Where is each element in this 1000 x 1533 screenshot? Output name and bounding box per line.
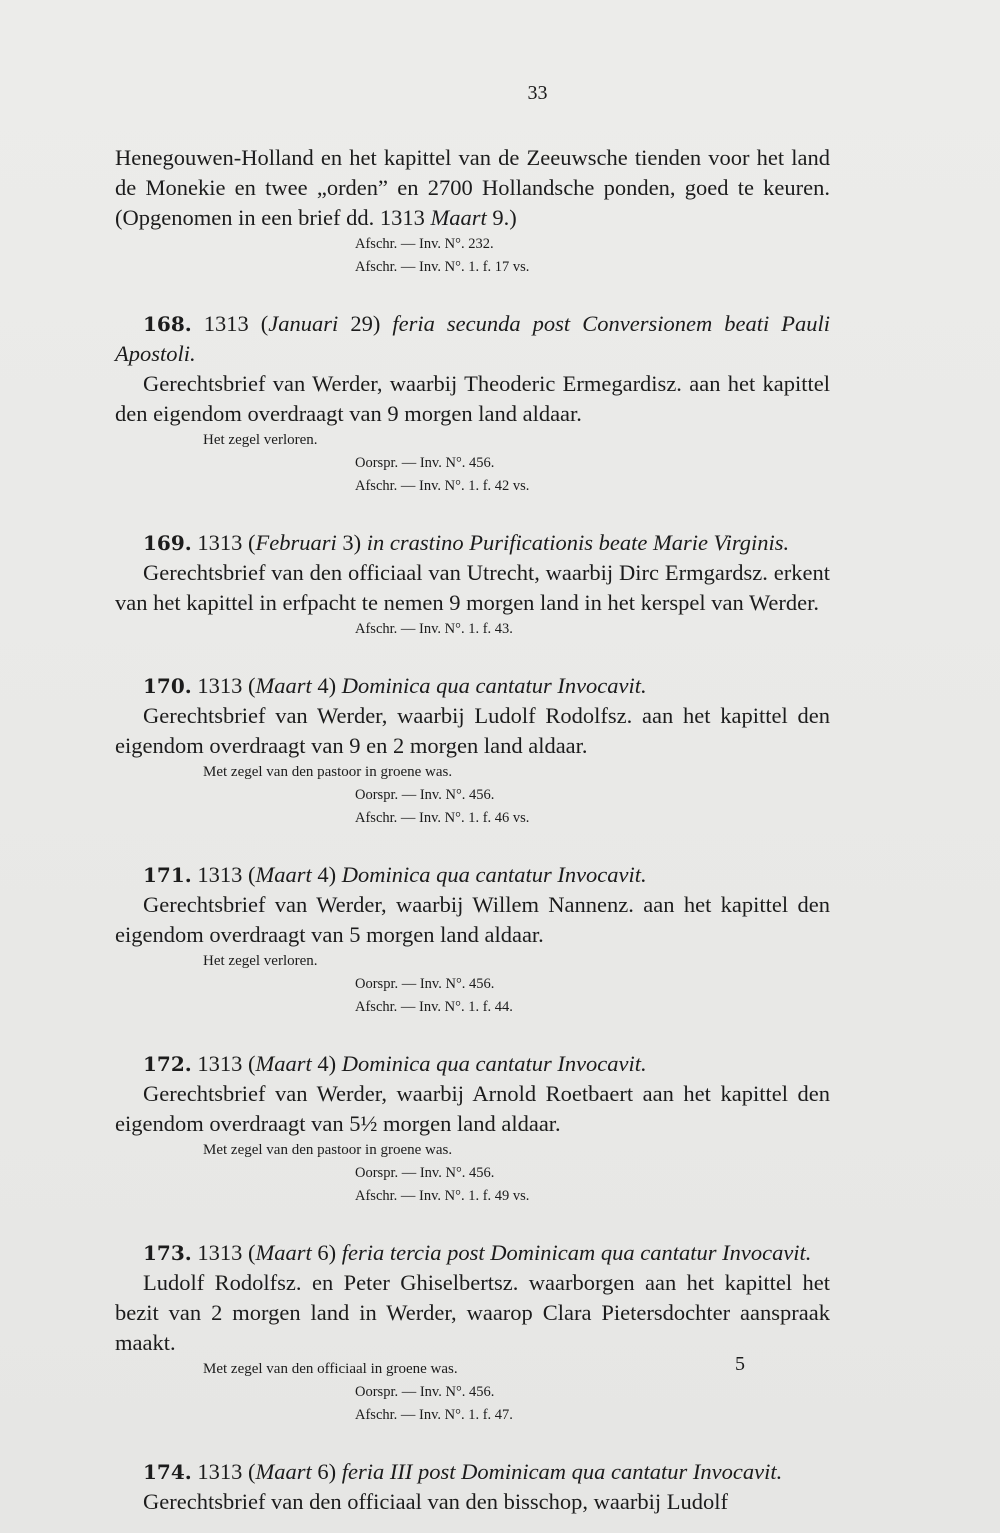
entry-172 [115, 1049, 830, 1208]
entry-body: Gerechtsbrief van Werder, waarbij Ludolf Rodolfsz. aan het kapittel den eigendom overdraagt van 9 en 2 morgen land aldaar. [115, 703, 830, 758]
entry-body: Gerechtsbrief van Werder, waarbij Willem Nannenz. aan het kapittel den eigendom overdraagt van 5 morgen land aldaar. [115, 892, 830, 947]
source-line: Afschr. — Inv. N°. 1. f. 17 vs. [355, 259, 530, 275]
latin-date: feria tercia post Dominicam qua cantatur Invocavit. [341, 1240, 812, 1265]
entry-body: Gerechtsbrief van den officiaal van Utrecht, waarbij Dirc Ermgardsz. erkent van het kapittel in erfpacht te nemen 9 morgen land in het kerspel van Werder. [115, 560, 830, 615]
source-line: Afschr. — Inv. N°. 1. f. 43. [355, 621, 513, 637]
entry-heading: 170. 1313 (Maart 4) Dominica qua cantatur Invocavit. [115, 671, 830, 701]
entry-heading: 173. 1313 (Maart 6) feria tercia post Dominicam qua cantatur Invocavit. [115, 1238, 830, 1268]
entry-number: 169. [143, 531, 192, 555]
entry-body: Gerechtsbrief van den officiaal van den bisschop, waarbij Ludolf [143, 1489, 728, 1514]
seal-note: Met zegel van den officiaal in groene was. [203, 1361, 458, 1377]
entry-heading: 169. 1313 (Februari 3) in crastino Purificationis beate Marie Virginis. [115, 528, 830, 558]
source-line: Afschr. — Inv. N°. 1. f. 49 vs. [355, 1188, 530, 1204]
seal-note: Met zegel van den pastoor in groene was. [203, 1142, 453, 1158]
entry-heading: 174. 1313 (Maart 6) feria III post Dominicam qua cantatur Invocavit. [115, 1457, 830, 1487]
source-line: Oorspr. — Inv. N°. 456. [355, 1165, 495, 1181]
entry-heading: 171. 1313 (Maart 4) Dominica qua cantatur Invocavit. [115, 860, 830, 890]
entry-number: 170. [143, 674, 192, 698]
entry-171 [115, 860, 830, 1019]
latin-date: feria secunda post Conversionem beati Pauli Apostoli. [115, 311, 831, 366]
entry-number: 174. [143, 1460, 192, 1484]
source-line: Oorspr. — Inv. N°. 456. [355, 976, 495, 992]
source-line: Oorspr. — Inv. N°. 456. [355, 787, 495, 803]
entry-170 [115, 671, 830, 830]
entry-number: 172. [143, 1052, 192, 1076]
latin-date: Dominica qua cantatur Invocavit. [341, 1051, 647, 1076]
latin-date: Dominica qua cantatur Invocavit. [341, 862, 647, 887]
source-line: Afschr. — Inv. N°. 1. f. 46 vs. [355, 810, 530, 826]
entry-168 [115, 309, 830, 498]
latin-date: feria III post Dominicam qua cantatur Invocavit. [341, 1459, 783, 1484]
intro-text: Henegouwen-Holland en het kapittel van de Zeeuwsche tienden voor het land de Monekie en twee „orden” en 2700 Hollandsche ponden, goed te keuren. (Opgenomen in een brief dd. 1313 Maart 9.) [115, 145, 830, 230]
seal-note: Het zegel verloren. [203, 432, 318, 448]
entry-body: Gerechtsbrief van Werder, waarbij Arnold Roetbaert aan het kapittel den eigendom overdraagt van 5½ morgen land aldaar. [115, 1081, 830, 1136]
entry-body: Ludolf Rodolfsz. en Peter Ghiselbertsz. waarborgen aan het kapittel het bezit van 2 morgen land in Werder, waarop Clara Pietersdochter aanspraak maakt. [115, 1270, 830, 1355]
seal-note: Het zegel verloren. [203, 953, 318, 969]
entry-number: 173. [143, 1241, 192, 1265]
source-line: Afschr. — Inv. N°. 1. f. 44. [355, 999, 513, 1015]
entry-174 [115, 1457, 830, 1517]
entry-heading: 172. 1313 (Maart 4) Dominica qua cantatur Invocavit. [115, 1049, 830, 1079]
entry-number: 168. [143, 312, 192, 336]
source-line: Oorspr. — Inv. N°. 456. [355, 455, 495, 471]
latin-date: Dominica qua cantatur Invocavit. [341, 673, 647, 698]
entry-173 [115, 1238, 830, 1427]
entry-169 [115, 528, 830, 641]
sheet-signature: 5 [735, 1353, 745, 1375]
source-line: Afschr. — Inv. N°. 1. f. 42 vs. [355, 478, 530, 494]
entries-list [115, 309, 830, 1517]
entry-number: 171. [143, 863, 192, 887]
source-line: Oorspr. — Inv. N°. 456. [355, 1384, 495, 1400]
latin-date: in crastino Purificationis beate Marie Virginis. [366, 530, 790, 555]
intro-paragraph [115, 143, 830, 279]
page-number: 33 [527, 82, 548, 104]
source-line: Afschr. — Inv. N°. 232. [355, 236, 494, 252]
seal-note: Met zegel van den pastoor in groene was. [203, 764, 453, 780]
entry-heading: 168. 1313 (Januari 29) feria secunda post Conversionem beati Pauli Apostoli. [115, 311, 831, 366]
entry-body: Gerechtsbrief van Werder, waarbij Theoderic Ermegardisz. aan het kapittel den eigendom overdraagt van 9 morgen land aldaar. [115, 371, 830, 426]
source-line: Afschr. — Inv. N°. 1. f. 47. [355, 1407, 513, 1423]
